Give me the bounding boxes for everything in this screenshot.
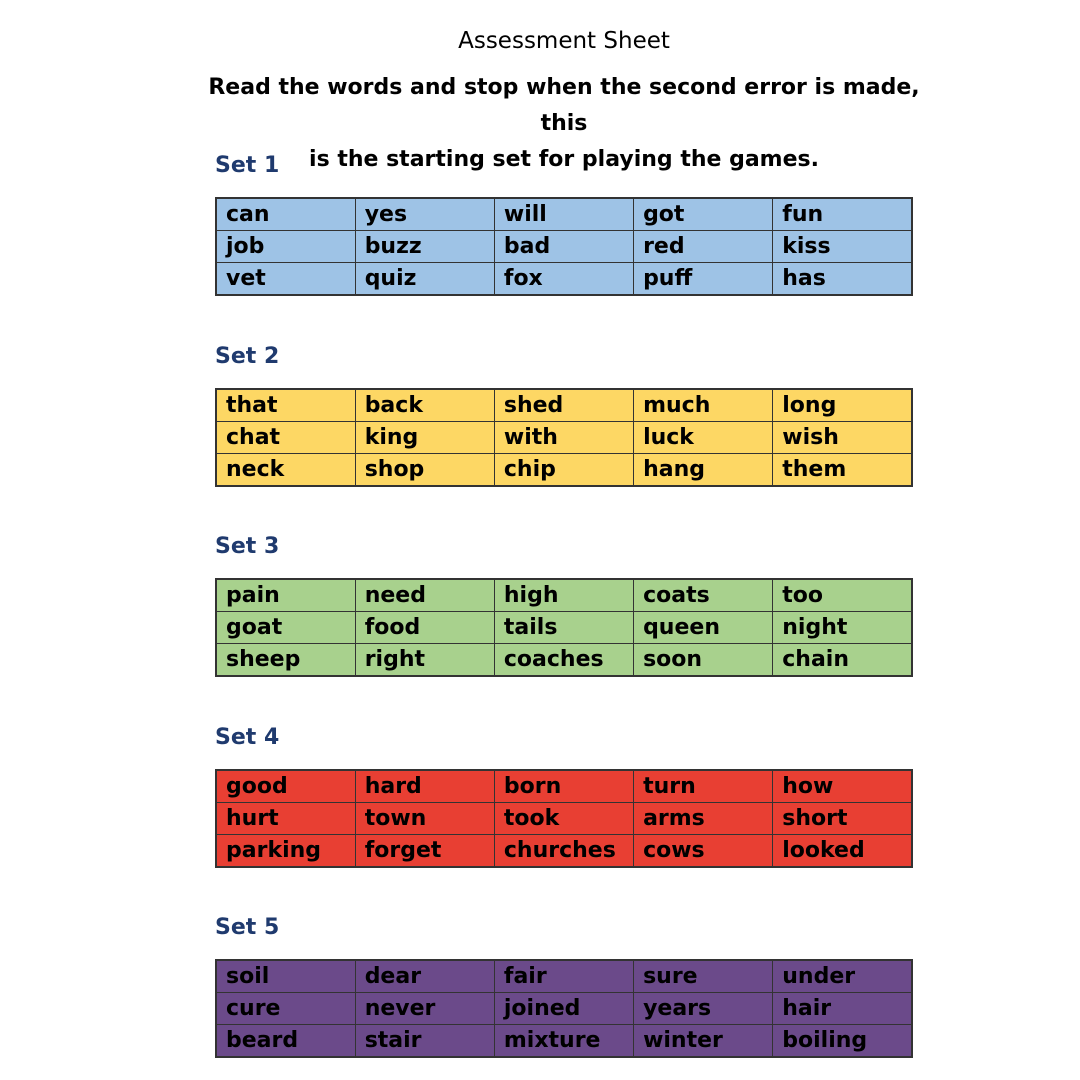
word-cell: goat — [216, 612, 355, 644]
word-cell: fair — [494, 960, 633, 993]
word-cell: got — [634, 198, 773, 231]
page-title: Assessment Sheet — [458, 28, 670, 54]
word-cell: soil — [216, 960, 355, 993]
word-cell: hurt — [216, 803, 355, 835]
word-cell: bad — [494, 231, 633, 263]
table-row — [216, 1025, 912, 1058]
table-row — [216, 422, 912, 454]
table-row — [216, 231, 912, 263]
table-row — [216, 198, 912, 231]
word-cell: shed — [494, 389, 633, 422]
table-row — [216, 960, 912, 993]
word-cell: hard — [355, 770, 494, 803]
word-cell: vet — [216, 263, 355, 296]
word-cell: turn — [634, 770, 773, 803]
instructions — [200, 70, 928, 178]
word-cell: too — [773, 579, 912, 612]
instructions-line-2: is the starting set for playing the games. — [309, 147, 819, 172]
word-cell: born — [494, 770, 633, 803]
word-cell: with — [494, 422, 633, 454]
word-cell: quiz — [355, 263, 494, 296]
word-cell: dear — [355, 960, 494, 993]
set-2-heading: Set 2 — [215, 344, 280, 369]
word-cell: red — [634, 231, 773, 263]
word-cell: never — [355, 993, 494, 1025]
word-cell: king — [355, 422, 494, 454]
table-row — [216, 644, 912, 677]
set-2-table — [215, 388, 913, 487]
word-cell: cows — [634, 835, 773, 868]
set-3-table — [215, 578, 913, 677]
word-cell: chain — [773, 644, 912, 677]
word-cell: forget — [355, 835, 494, 868]
word-cell: back — [355, 389, 494, 422]
table-row — [216, 263, 912, 296]
set-1-table — [215, 197, 913, 296]
word-cell: mixture — [494, 1025, 633, 1058]
word-cell: puff — [634, 263, 773, 296]
word-cell: job — [216, 231, 355, 263]
word-cell: shop — [355, 454, 494, 487]
word-cell: that — [216, 389, 355, 422]
word-cell: joined — [494, 993, 633, 1025]
set-1-heading: Set 1 — [215, 153, 280, 178]
word-cell: them — [773, 454, 912, 487]
word-cell: fox — [494, 263, 633, 296]
word-cell: luck — [634, 422, 773, 454]
word-cell: hair — [773, 993, 912, 1025]
word-cell: buzz — [355, 231, 494, 263]
word-cell: will — [494, 198, 633, 231]
word-cell: sure — [634, 960, 773, 993]
word-cell: coaches — [494, 644, 633, 677]
set-5-table — [215, 959, 913, 1058]
word-cell: night — [773, 612, 912, 644]
word-cell: food — [355, 612, 494, 644]
word-cell: boiling — [773, 1025, 912, 1058]
word-cell: arms — [634, 803, 773, 835]
word-cell: much — [634, 389, 773, 422]
table-row — [216, 454, 912, 487]
table-row — [216, 993, 912, 1025]
word-cell: tails — [494, 612, 633, 644]
word-cell: winter — [634, 1025, 773, 1058]
word-cell: cure — [216, 993, 355, 1025]
table-row — [216, 612, 912, 644]
word-cell: has — [773, 263, 912, 296]
word-cell: fun — [773, 198, 912, 231]
word-cell: right — [355, 644, 494, 677]
word-cell: chip — [494, 454, 633, 487]
word-cell: beard — [216, 1025, 355, 1058]
word-cell: sheep — [216, 644, 355, 677]
set-4-heading: Set 4 — [215, 725, 280, 750]
word-cell: kiss — [773, 231, 912, 263]
instructions-line-1: Read the words and stop when the second error is made, this — [208, 75, 920, 136]
set-5-heading: Set 5 — [215, 915, 280, 940]
word-cell: neck — [216, 454, 355, 487]
word-cell: chat — [216, 422, 355, 454]
table-row — [216, 770, 912, 803]
word-cell: parking — [216, 835, 355, 868]
table-row — [216, 835, 912, 868]
word-cell: short — [773, 803, 912, 835]
word-cell: yes — [355, 198, 494, 231]
table-row — [216, 579, 912, 612]
word-cell: soon — [634, 644, 773, 677]
word-cell: need — [355, 579, 494, 612]
word-cell: how — [773, 770, 912, 803]
word-cell: town — [355, 803, 494, 835]
word-cell: churches — [494, 835, 633, 868]
set-3-heading: Set 3 — [215, 534, 280, 559]
word-cell: high — [494, 579, 633, 612]
table-row — [216, 389, 912, 422]
word-cell: stair — [355, 1025, 494, 1058]
word-cell: pain — [216, 579, 355, 612]
word-cell: hang — [634, 454, 773, 487]
word-cell: good — [216, 770, 355, 803]
word-cell: under — [773, 960, 912, 993]
word-cell: years — [634, 993, 773, 1025]
word-cell: looked — [773, 835, 912, 868]
word-cell: took — [494, 803, 633, 835]
word-cell: can — [216, 198, 355, 231]
word-cell: long — [773, 389, 912, 422]
word-cell: coats — [634, 579, 773, 612]
word-cell: wish — [773, 422, 912, 454]
set-4-table — [215, 769, 913, 868]
word-cell: queen — [634, 612, 773, 644]
table-row — [216, 803, 912, 835]
